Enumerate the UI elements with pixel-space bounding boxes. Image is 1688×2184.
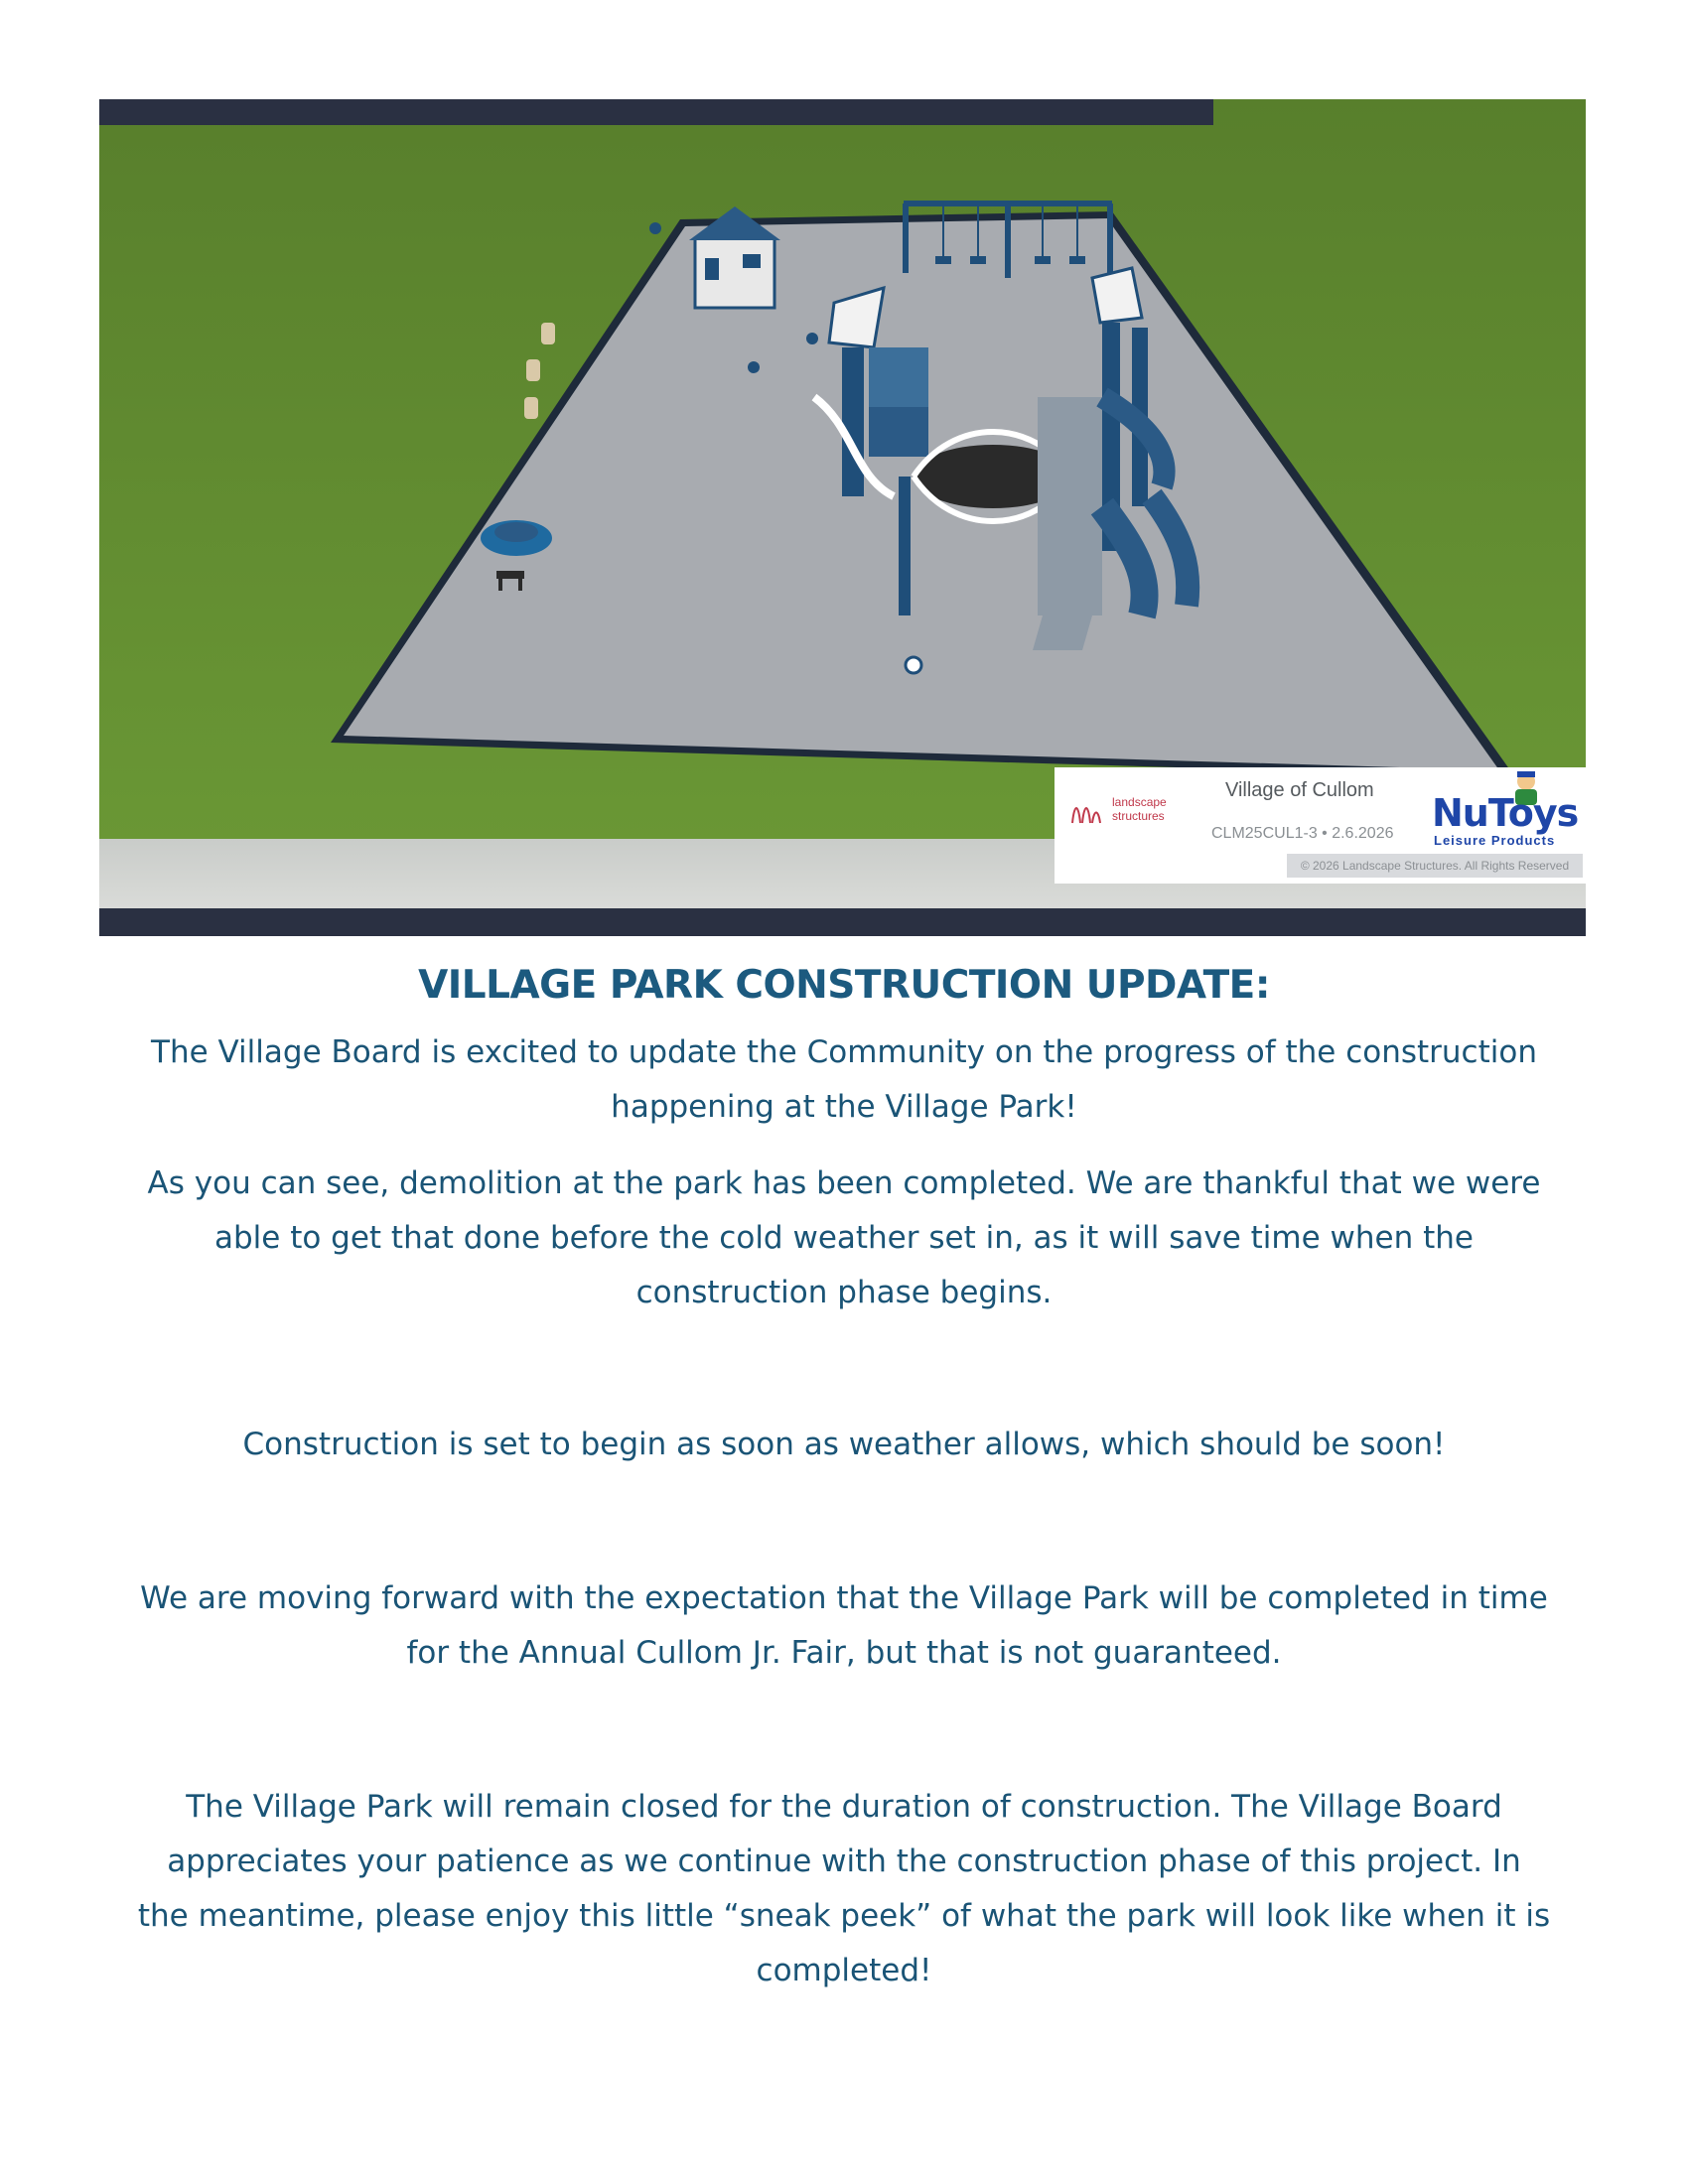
spinner bbox=[481, 520, 552, 556]
playground-rendering bbox=[99, 99, 1586, 936]
paragraph-line: able to get that done before the cold weather set in, as it will save time when the bbox=[213, 1220, 1474, 1256]
caption-code: CLM25CUL1-3 • 2.6.2026 bbox=[1211, 825, 1394, 842]
logo-left-line1: landscape bbox=[1112, 795, 1167, 809]
copyright-strip: © 2026 Landscape Structures. All Rights Reserved bbox=[1287, 854, 1583, 878]
paragraph-line: for the Annual Cullom Jr. Fair, but that is not guaranteed. bbox=[406, 1635, 1282, 1671]
paragraph-intro bbox=[94, 1025, 1594, 1135]
logo-left-line2: structures bbox=[1112, 809, 1165, 823]
paragraph-line: The Village Park will remain closed for the duration of construction. The Village Board bbox=[186, 1789, 1502, 1825]
article bbox=[94, 963, 1594, 1998]
paragraph-line: We are moving forward with the expectation that the Village Park will be completed in time bbox=[140, 1580, 1548, 1616]
paragraph-demolition bbox=[94, 1157, 1594, 1320]
caption-title: Village of Cullom bbox=[1225, 779, 1374, 801]
paragraph-line: As you can see, demolition at the park has been completed. We are thankful that we were bbox=[147, 1165, 1541, 1201]
paragraph-closed bbox=[94, 1780, 1594, 1998]
paragraph-line: Construction is set to begin as soon as weather allows, which should be soon! bbox=[242, 1427, 1446, 1462]
logo-right-sub: Leisure Products bbox=[1434, 833, 1556, 848]
headline: VILLAGE PARK CONSTRUCTION UPDATE: bbox=[418, 963, 1270, 1008]
paragraph-start bbox=[94, 1418, 1594, 1472]
paragraph-expectation bbox=[94, 1571, 1594, 1681]
paragraph-line: happening at the Village Park! bbox=[611, 1089, 1077, 1125]
paragraph-line: the meantime, please enjoy this little “sneak peek” of what the park will look like when it is bbox=[137, 1898, 1551, 1934]
logo-right-brand: NuToys bbox=[1432, 791, 1579, 835]
paragraph-line: construction phase begins. bbox=[635, 1275, 1053, 1310]
paragraph-line: appreciates your patience as we continue with the construction phase of this project. In bbox=[167, 1843, 1521, 1879]
landscape-structures-mark-icon bbox=[1068, 797, 1110, 827]
top-bar bbox=[99, 99, 1213, 125]
bottom-bar bbox=[99, 908, 1586, 936]
paragraph-line: completed! bbox=[756, 1953, 932, 1988]
nutoys-logo bbox=[1432, 769, 1581, 857]
paragraph-line: The Village Board is excited to update the Community on the progress of the construction bbox=[151, 1034, 1537, 1070]
